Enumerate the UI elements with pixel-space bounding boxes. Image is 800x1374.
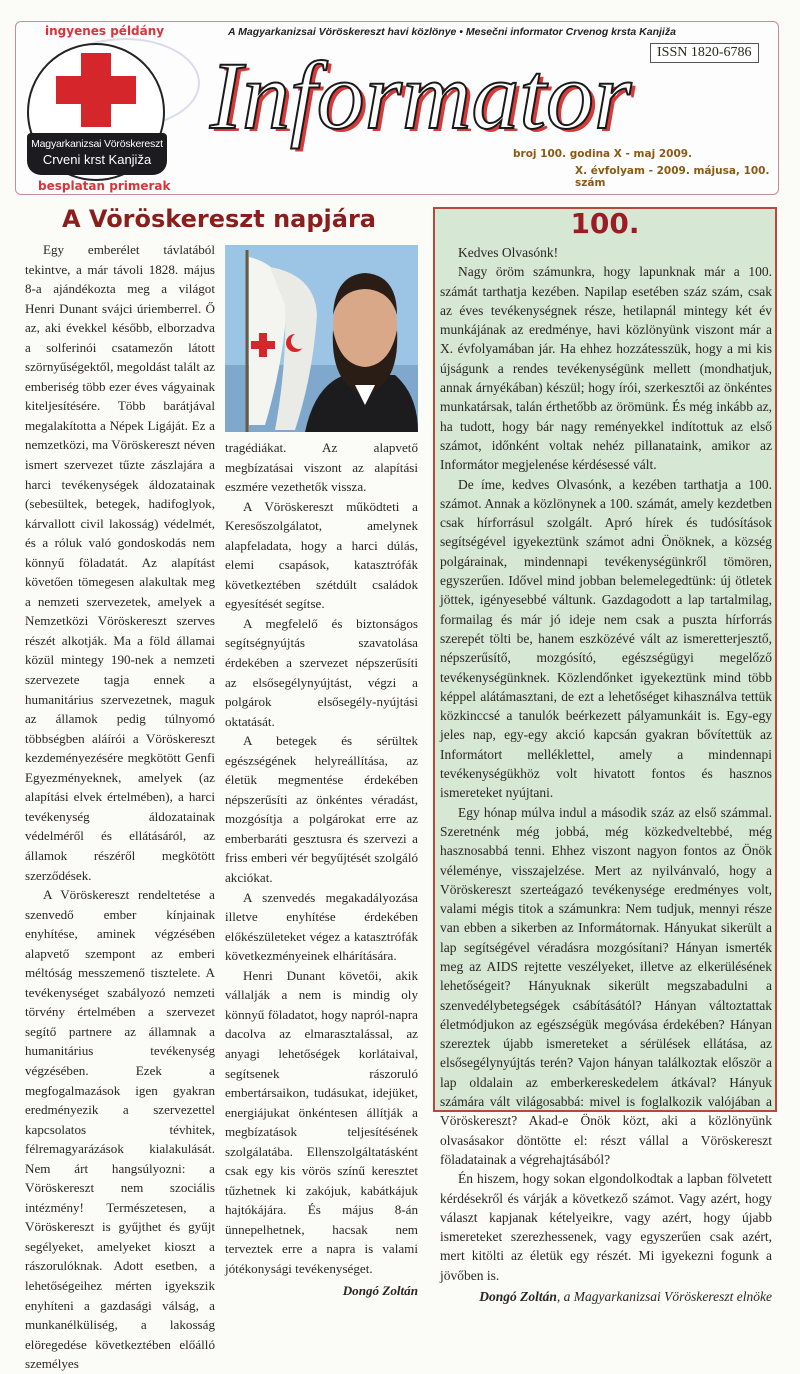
- article-title: A Vöröskereszt napjára: [62, 205, 376, 233]
- paragraph: A szenvedés megakadályozása illetve enyhítése érdekében előkészületeket végez a katasztrófák következményeinek elhárítására.: [225, 889, 418, 964]
- paragraph: A betegek és sérültek egészségének helyreállítása, az életük megmentése érdekében népszerűsíti az önkéntes véradást, mozgósítja a polgárokat erre az emberbaráti gesztusra és szervezi a friss emberi vér begyűjtését szolgáló akciókat.: [225, 733, 418, 886]
- paragraph: Egy hónap múlva indul a második száz az első számmal. Szeretnénk még jobbá, még közkedveltebbé, még hasznosabbá tenni. Ehhez viszont nagyon fontos az Önök véleménye, visszajelzése. Mert az nyilvánvaló, hogy a Vöröskereszt szerteágazó tevékenysége eredményes volt, valami mégis titok a számunkra: Nem tudjuk, mennyi része van ebben a sikerben az Informátornak. Hányukat sikerült a lap segítségével véradásra mozgósítani? Hányan ismerték meg az AIDS rejtette veszélyeket, illetve az elkerülésének lehetőségeit? Hányuknak sikerült megszabadulni a szenvedélybetegségek csábításától? Hányan változtattak életmódjukon az egészségük megóvása érdekében? Hányan szereztek újabb ismereteket a sérülések ellátása, az elsősegélynyújtás terén? Vajon hányan találkoztak először a lap oldalain az emberkereskedelem átkával? Hányuk számára vált világosabbá: mivel is foglalkozik valójában a Vöröskereszt? Akad-e Önök közt, aki a közlönyünk olvasásakor döntötte el: részt vállal a Vöröskereszt föladatainak a végrehajtásából?: [440, 804, 772, 1167]
- editorial-text: [440, 243, 772, 1306]
- article-column-left: [25, 240, 215, 1374]
- henri-dunant-portrait: [225, 245, 418, 432]
- masthead-tagline: A Magyarkanizsai Vöröskereszt havi közlönye • Mesečni informator Crvenog krsta Kanjiža: [228, 26, 676, 38]
- article-column-middle: [225, 438, 418, 1300]
- logo-name-hu: Magyarkanizsai Vöröskereszt: [31, 138, 163, 150]
- editorial-author-role: , a Magyarkanizsai Vöröskereszt elnöke: [556, 1289, 772, 1305]
- paragraph: A Vöröskereszt működteti a Keresőszolgálatot, amelynek alapfeladata, hogy a harci dúlás, elemi csapások, katasztrófák következtében szétdúlt családok egyesítését segítse.: [225, 498, 418, 612]
- red-cross-icon-bar: [56, 76, 136, 104]
- paragraph: Egy emberélet távlatából tekintve, a már távoli 1828. május 8-a ajándékozta meg a világot Henri Dunant svájci úriemberrel. Ő az, aki évekkel később, elborzadva a solferinói csatamezőn látott szörnyűségektől, megoldást talált az emberiség több ezer éves vágyainak kiteljesítésére. Több barátjával megalakította a Népek Ligáját. Ez a nemzetközi, ma Vöröskereszt néven ismert szervezet tűzte zászlajára a harci tevékenységek áldozatainak (sebesültek, betegek, hadifoglyok, kárvallott civil lakosság) védelmét, és a róluk való gondoskodás nem könnyű föladatát. Az alapítást követően tömegesen alakultak meg a nemzeti szervezetek, amelyek a Nemzetközi Vöröskereszt szerves részét alkotják. Ma a föld államai közül mintegy 190-nek a nemzeti szervezete tagja ennek a humanitárius szervezetnek, maguk az államok pedig túlnyomó többségben aláírói a Vöröskereszt kezdeményezésére megkötött Genfi Egyezményeknek, amelyek (az alapítási elvek értelmében), a harci tevékenység áldozatainak védelméről és ellátásáról, az államok részéről megkötött szerződések.: [25, 242, 215, 883]
- free-copy-label-hu: ingyenes példány: [45, 24, 165, 38]
- publication-title: Informator: [210, 42, 632, 149]
- article-author: Dongó Zoltán: [342, 1282, 418, 1298]
- paragraph: Én hiszem, hogy sokan elgondolkodtak a lapban fölvetett kérdésekről és várják a következő számot. Vagy azért, hogy választ kapjanak kételyeikre, vagy azért, hogy újabb ismereteket szerezhessenek, vagy egyszerűen csak azért, mert kitölti az életük egy részét. Mi igyekezni fogunk a jövőben is.: [440, 1171, 772, 1283]
- paragraph: A megfelelő és biztonságos segítségnyújtás szavatolása érdekében a szervezet népszerűsíti az elsősegélynyújtást, végzi a polgárok elsősegély-nyújtási oktatását.: [225, 615, 418, 729]
- greeting: Kedves Olvasónk!: [458, 245, 559, 260]
- editorial-title: 100.: [570, 207, 640, 240]
- paragraph: Henri Dunant követői, akik vállalják a nem is mindig oly könnyű föladatot, hogy napról-napra dacolva az elmarasztalással, az anyagi lehetőségek korlátaival, segítsenek rászoruló embertársaikon, tudásukat, idejüket, energiájukat önkéntesen állítják a megbízatások teljesítésének szolgálatába. Ellenszolgáltatásként csak egy kis vörös színű keresztet tűzhetnek ki zakójuk, kabátkájuk hajtókájára. És május 8-án ünnepelhetnek, hacsak nem terveztek erre a napra is valami jótékonysági tevékenységet.: [225, 967, 418, 1276]
- free-copy-label-sr: besplatan primerak: [38, 179, 171, 193]
- logo-name-sr: Crveni krst Kanjiža: [42, 152, 152, 167]
- paragraph: tragédiákat. Az alapvető megbízatásai viszont az alapítási eszmére vezethetők vissza.: [225, 440, 418, 495]
- editorial-author: Dongó Zoltán: [479, 1289, 557, 1305]
- issue-info-sr: broj 100. godina X - maj 2009.: [513, 148, 693, 160]
- paragraph: A Vöröskereszt rendeltetése a szenvedő ember kínjainak enyhítése, aminek végzésében alapvető szempont az emberi méltóság messzemenő tisztelete. A tevékenységet szabályozó nemzeti törvény értelmében a szervezet segítő partnere az államnak a humanitárius tevékenység végzésében. Ezek a megfogalmazások igen gyakran eredményezik a szervezettel kapcsolatos tévhitek, félremagyarázások kialakulását. Nem árt hangsúlyozni: a Vöröskereszt nem szociális intézmény! Természetesen, a Vöröskereszt is gyűjthet és gyűjt segélyeket, amelyeket kioszt a rászorulóknak. Adott esetben, a lehetőségeihez mérten igyekszik enyhíteni a gazdasági válság, a munkanélküliség, a lakosság elöregedése következtében előálló személyes: [25, 887, 215, 1372]
- issn-box: ISSN 1820-6786: [650, 43, 759, 63]
- issue-info-hu: X. évfolyam - 2009. májusa, 100. szám: [575, 165, 770, 189]
- paragraph: De íme, kedves Olvasónk, a kezében tarthatja a 100. számot. Annak a közlönynek a 100. számát, amely kezdetben csak hírforrásul szolgált. Apró hírek és tudósítások segítségével igyekeztünk számot adni Önöknek, a község polgárainak, mindennapi tevékenységünkről tömören, egyszerűen. Idővel mind jobban belemelegedtünk: új ötletek jöttek, igényesebbé váltunk. Gazdagodott a lap tartalmilag, formailag és már jó ideje nem csak a puszta hírforrás szerepét tölti be, hanem eszközévé vált az ismeretterjesztő, népszerűsítő, mozgósító, egészségügyi megelőző tevékenységünknek. Közlendőnket igyekeztünk mind több képpel alátámasztani, de ezt a lehetőséget kihasználva tettük közkinccsé a tanulók beérkezett pályamunkáit is. Egy-egy jeles nap, egy-egy akció kapcsán gyakran bővítettük az Informátort melléklettel, amely a mindennapi tevékenységükhöz volt hivatott fontos és hasznos ismereteket nyújtani.: [440, 476, 772, 801]
- editorial-signature: [440, 1287, 772, 1306]
- paragraph: Nagy öröm számunkra, hogy lapunknak már a 100. számát tarthatja kezében. Napilap esetében száz szám, csak az éves tevékenységnek része, hetilapnál mintegy két év munkájának az eredménye, havi közlönyünk viszont már a X. évfolyamában jár. Ha ehhez hozzátesszük, hogy a mi kis újságunk a rendes tevékenységünk mellett (mondhatjuk, annak árnyékában) készül; hogy írói, szerkesztői az önkéntes munkatársak, talán érthetőbb az örömünk. És még inkább az, ha tudott, hogy bár nagy reményekkel indítottuk az első számot, időnként voltak nehéz pillanataink, amikor az Informátor megjelenése kérdésessé vált.: [440, 264, 772, 473]
- logo-banner: [27, 133, 167, 175]
